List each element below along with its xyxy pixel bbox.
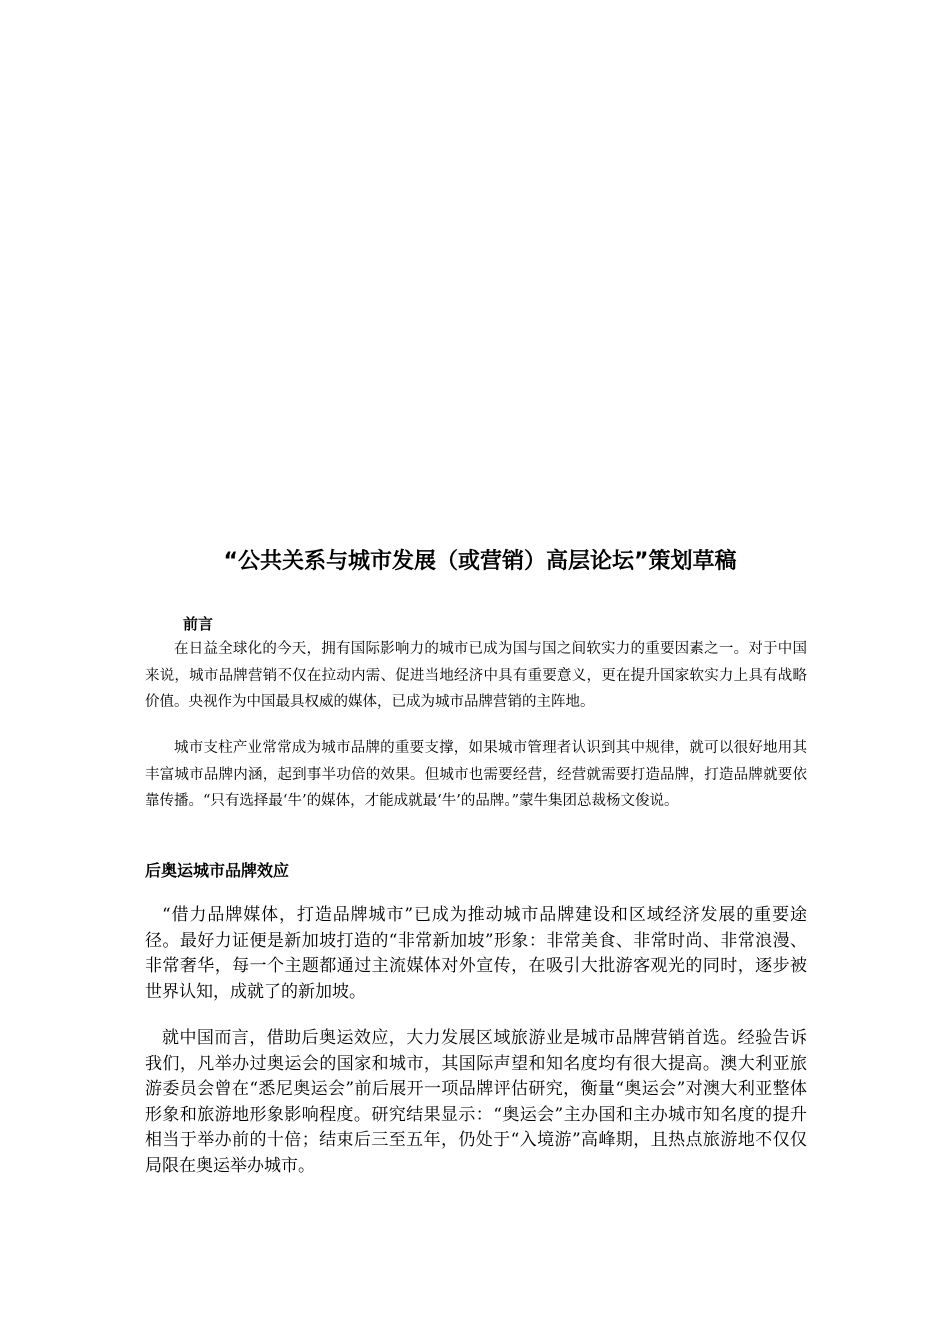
post-olympic-paragraph: “借力品牌媒体，打造品牌城市”已成为推动城市品牌建设和区域经济发展的重要途径。最好力证便是新加坡打造的“非常新加坡”形象：非常美食、非常时尚、非常浪漫、非常奢华，每一个主题都通过主流媒体对外宣传，在吸引大批游客观光的同时，逐步被世界认知，成就了的新加坡。 <box>145 905 807 1002</box>
post-olympic-heading: 后奥运城市品牌效应 <box>145 861 290 880</box>
post-olympic-paragraph: 就中国而言，借助后奥运效应，大力发展区域旅游业是城市品牌营销首选。经验告诉我们，凡举办过奥运会的国家和城市，其国际声望和知名度均有很大提高。澳大利亚旅游委员会曾在“悉尼奥运会”前后展开一项品牌评估研究，衡量“奥运会”对澳大利亚整体形象和旅游地形象影响程度。研究结果显示：“奥运会”主办国和主办城市知名度的提升相当于举办前的十倍；结束后三至五年，仍处于“入境游”高峰期，且热点旅游地不仅仅局限在奥运举办城市。 <box>145 1028 807 1176</box>
preface-paragraph: 城市支柱产业常常成为城市品牌的重要支撑，如果城市管理者认识到其中规律，就可以很好地用其丰富城市品牌内涵，起到事半功倍的效果。但城市也需要经营，经营就需要打造品牌，打造品牌就要依靠传播。“只有选择最‘牛’的媒体，才能成就最‘牛’的品牌。”蒙牛集团总裁杨文俊说。 <box>145 740 807 809</box>
preface-paragraph: 在日益全球化的今天，拥有国际影响力的城市已成为国与国之间软实力的重要因素之一。对于中国来说，城市品牌营销不仅在拉动内需、促进当地经济中具有重要意义，更在提升国家软实力上具有战略价值。央视作为中国最具权威的媒体，已成为城市品牌营销的主阵地。 <box>145 641 807 710</box>
document-title: “公共关系与城市发展（或营销）高层论坛”策划草稿 <box>223 549 737 574</box>
preface-heading: 前言 <box>183 615 214 633</box>
